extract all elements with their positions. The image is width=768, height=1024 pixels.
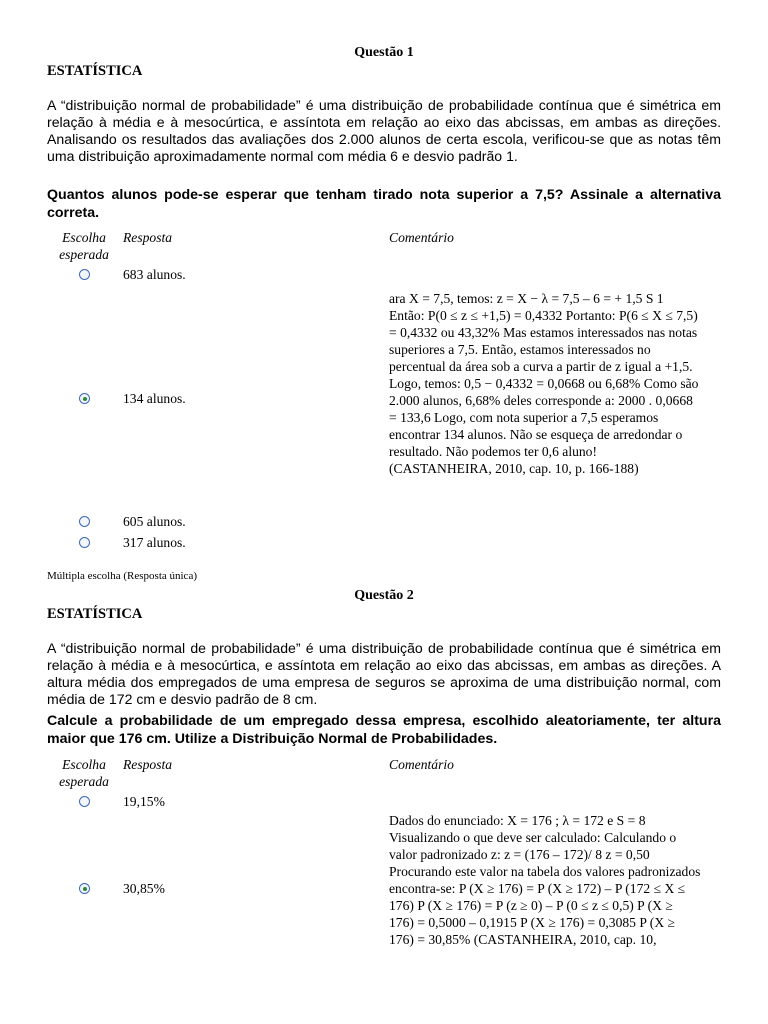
option-label: 19,15% — [123, 794, 165, 809]
question-1-subject: ESTATÍSTICA — [47, 63, 143, 79]
option-radio-30-85-selected[interactable] — [79, 883, 90, 894]
option-radio-317[interactable] — [79, 537, 90, 548]
option-radio-605[interactable] — [79, 516, 90, 527]
question-2-title: Questão 2 — [354, 588, 414, 603]
header-comment: Comentário — [389, 230, 454, 245]
option-radio-134-selected[interactable] — [79, 393, 90, 404]
question-2-paragraph: A “distribuição normal de probabilidade” é uma distribuição de probabilidade contínua que é simétrica em relação à média e à mesocúrtica, e assíntota em relação ao eixo das abcissas, em ambas as direções. A altura média dos empregados de uma empresa de seguros se aproxima de uma distribuição normal, com média de 172 cm e desvio padrão de 8 cm. — [47, 640, 721, 707]
option-label: 30,85% — [123, 881, 165, 896]
question-2-subject: ESTATÍSTICA — [47, 606, 143, 622]
option-radio-683[interactable] — [79, 269, 90, 280]
question-type-footer: Múltipla escolha (Resposta única) — [47, 570, 197, 582]
option-label: 683 alunos. — [123, 267, 186, 282]
header-answer: Resposta — [123, 230, 173, 245]
question-2-prompt: Calcule a probabilidade de um empregado dessa empresa, escolhido aleatoriamente, ter altura maior que 176 cm. Utilize a Distribuição Normal de Probabilidades. — [47, 713, 721, 747]
question-1-paragraph: A “distribuição normal de probabilidade” é uma distribuição de probabilidade contínua que é simétrica em relação à média e à mesocúrtica, e assíntota em relação ao eixo das abcissas, em ambas as direções. Analisando os resultados das avaliações dos 2.000 alunos de certa escola, verificou-se que as notas têm uma distribuição aproximadamente normal com média 6 e desvio padrão 1. — [47, 97, 721, 164]
header-expected-choice: Escolha esperada — [59, 230, 109, 262]
option-label: 605 alunos. — [123, 514, 186, 529]
question-2-comment: Dados do enunciado: X = 176 ; λ = 172 e S = 8 Visualizando o que deve ser calculado: Calculando o valor padronizado z: z = (176 – 172)/ 8 z = 0,50 Procurando este valor na tabela dos valores padronizados encontra-se: P (X ≥ 176) = P (X ≥ 172) – P (172 ≤ X ≤ 176) P (X ≥ 176) = P (z ≥ 0) – P (0 ≤ z ≤ 0,5) P (X ≥ 176) = 0,5000 – 0,1915 P (X ≥ 176) = 0,3085 P (X ≥ 176) = 30,85% (CASTANHEIRA, 2010, cap. 10, — [389, 813, 701, 947]
question-1-comment: ara X = 7,5, temos: z = X − λ = 7,5 – 6 = + 1,5 S 1 Então: P(0 ≤ z ≤ +1,5) = 0,4332 Portanto: P(6 ≤ X ≤ 7,5) = 0,4332 ou 43,32% Mas estamos interessados nas notas superiores a 7,5. Então, estamos interessados no percentual da área sob a curva a partir de z igual a +1,5. Logo, temos: 0,5 − 0,4332 = 0,0668 ou 6,68% Como são 2.000 alunos, 6,68% deles corresponde a: 2000 . 0,0668 = 133,6 Logo, com nota superior a 7,5 esperamos encontrar 134 alunos. Não se esqueça de arredondar o resultado. Não podemos ter 0,6 aluno! (CASTANHEIRA, 2010, cap. 10, p. 166-188) — [389, 291, 699, 476]
option-label: 134 alunos. — [123, 391, 186, 406]
option-radio-19-15[interactable] — [79, 796, 90, 807]
header-expected-choice: Escolha esperada — [59, 757, 109, 789]
question-1-prompt: Quantos alunos pode-se esperar que tenham tirado nota superior a 7,5? Assinale a alternativa correta. — [47, 187, 721, 221]
option-label: 317 alunos. — [123, 535, 186, 550]
header-comment: Comentário — [389, 757, 454, 772]
question-1-title: Questão 1 — [354, 45, 414, 60]
header-answer: Resposta — [123, 757, 173, 772]
